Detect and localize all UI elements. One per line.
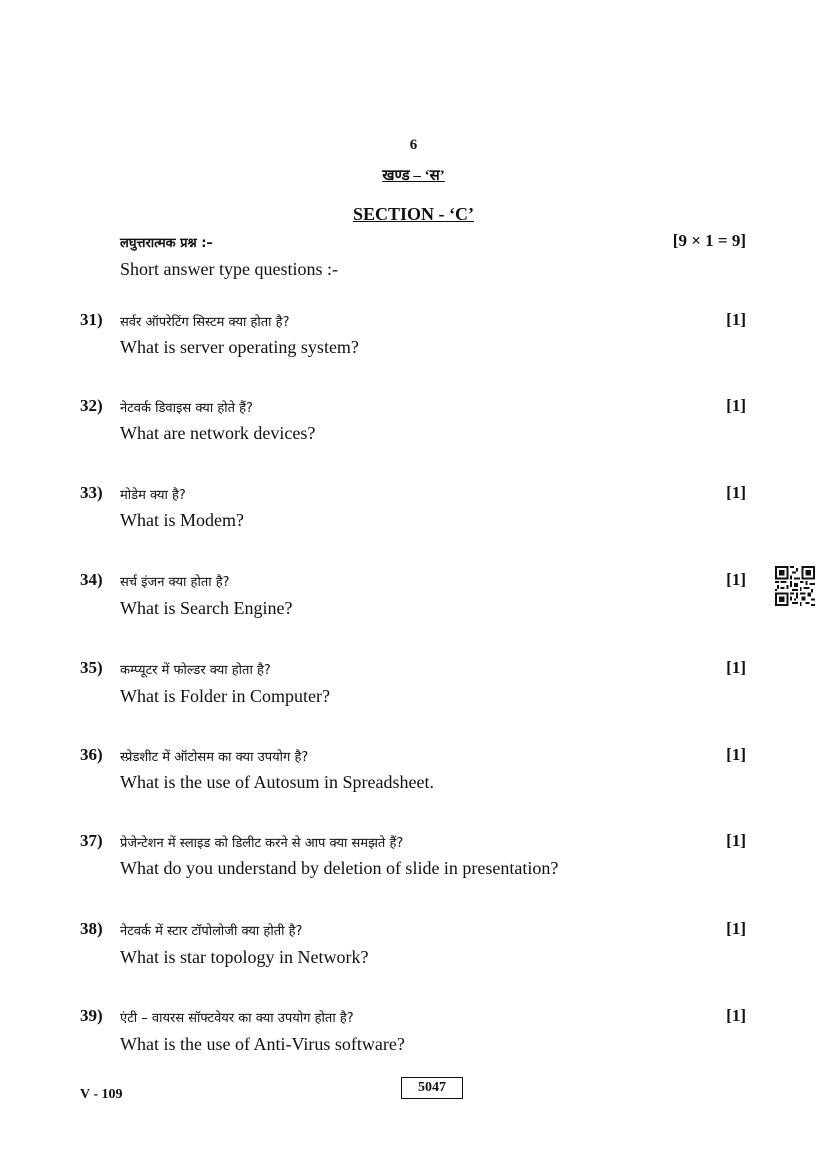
question-marks: [1] (726, 831, 746, 850)
boxed-code: 5047 (401, 1077, 463, 1099)
question-number: 32) (80, 396, 103, 415)
question-marks: [1] (726, 658, 746, 677)
question-number: 36) (80, 745, 103, 764)
question-hindi: मोडेम क्या है? (120, 488, 186, 503)
instruction-hindi: लघुत्तरात्मक प्रश्न :– (120, 236, 213, 251)
qr-code-icon (775, 566, 815, 606)
question-number: 38) (80, 919, 103, 938)
question-number: 33) (80, 483, 103, 502)
question-english: What is the use of Anti-Virus software? (120, 1034, 405, 1054)
section-title-english: SECTION - ‘C’ (352, 204, 474, 224)
question-english: What are network devices? (120, 423, 316, 443)
section-title-hindi: खण्ड – ‘स’ (382, 168, 445, 184)
question-marks: [1] (726, 310, 746, 329)
question-hindi: स्प्रेडशीट में ऑटोसम का क्या उपयोग है? (120, 750, 309, 765)
instruction-english: Short answer type questions :- (120, 259, 338, 279)
paper-code: V - 109 (80, 1087, 123, 1102)
question-english: What do you understand by deletion of slide in presentation? (120, 858, 559, 878)
question-number: 39) (80, 1006, 103, 1025)
question-hindi: नेटवर्क में स्टार टॉपोलोजी क्या होती है? (120, 924, 303, 939)
question-marks: [1] (726, 1006, 746, 1025)
question-hindi: एंटी – वायरस सॉफ्टवेयर का क्या उपयोग होता है? (120, 1011, 354, 1026)
question-english: What is Search Engine? (120, 598, 293, 618)
question-marks: [1] (726, 745, 746, 764)
question-hindi: नेटवर्क डिवाइस क्या होते हैं? (120, 401, 253, 416)
question-english: What is the use of Autosum in Spreadsheet. (120, 772, 434, 792)
question-hindi: कम्प्यूटर में फोल्डर क्या होता है? (120, 663, 271, 678)
question-english: What is star topology in Network? (120, 947, 369, 967)
question-marks: [1] (726, 396, 746, 415)
page-number: 6 (409, 137, 418, 153)
question-marks: [1] (726, 919, 746, 938)
question-hindi: सर्वर ऑपरेटिंग सिस्टम क्या होता है? (120, 315, 290, 330)
question-hindi: सर्च इंजन क्या होता है? (120, 575, 230, 590)
question-number: 35) (80, 658, 103, 677)
question-english: What is Modem? (120, 510, 244, 530)
question-english: What is server operating system? (120, 337, 359, 357)
question-number: 34) (80, 570, 103, 589)
question-marks: [1] (726, 570, 746, 589)
question-number: 31) (80, 310, 103, 329)
question-number: 37) (80, 831, 103, 850)
question-hindi: प्रेजेन्टेशन में स्लाइड को डिलीट करने से आप क्या समझते हैं? (120, 836, 404, 851)
question-marks: [1] (726, 483, 746, 502)
question-english: What is Folder in Computer? (120, 686, 330, 706)
section-marks: [9 × 1 = 9] (672, 231, 746, 250)
